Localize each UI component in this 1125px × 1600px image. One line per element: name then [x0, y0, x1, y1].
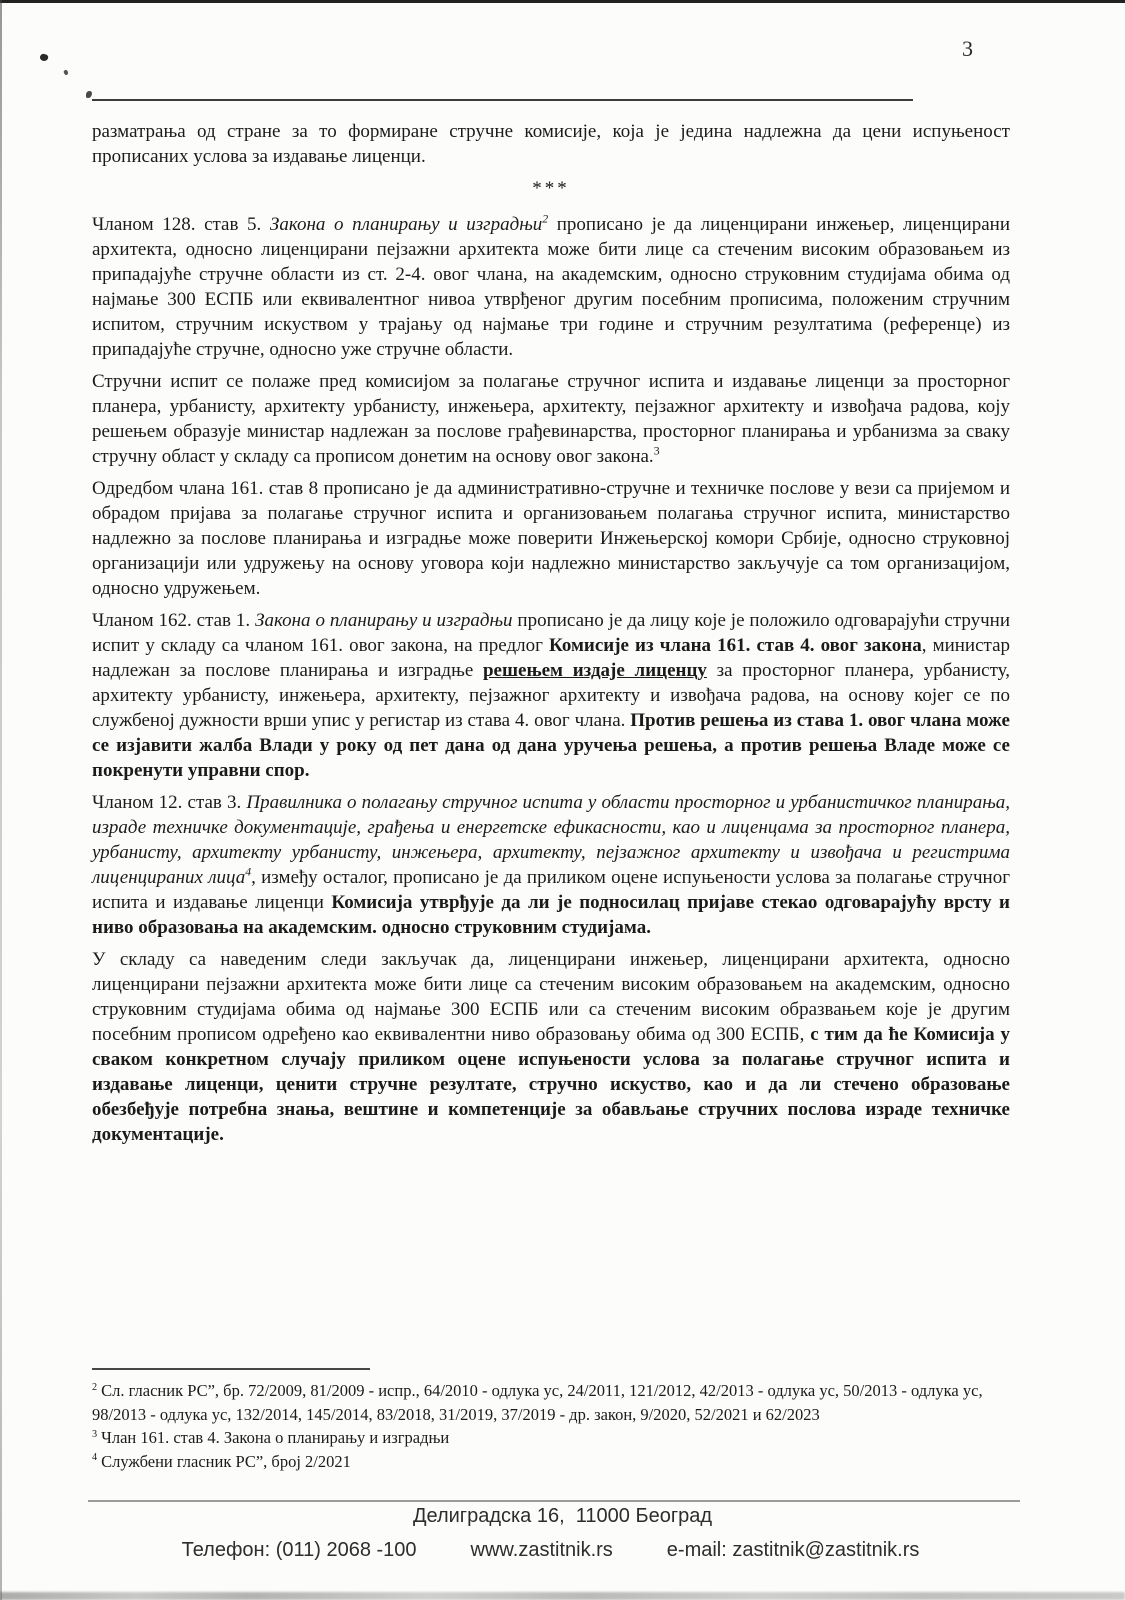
ink-speck: [86, 91, 92, 98]
paragraph-clan-161: [92, 476, 1010, 601]
text-run: разматрања од стране за то формиране стручне комисије, која је једина надлежна да цени испуњеност прописаних услова за издавање лиценци.: [92, 121, 1010, 167]
text-run: Стручни испит се полаже пред комисијом за полагање стручног испита и издавање лиценци за просторног планера, урбанисту, архитекту урбанисту, инжењера, архитекту, пејзажног архитекту и извођача радова, коју решењем образује министар надлежан за послове грађевинарства, просторног планирања и урбанизма за сваку стручну област у складу са прописом донетим на основу овог закона.: [92, 371, 1010, 467]
text-run: Против решења из става 1. овог члана може се изјавити жалба Влади у року од пет дана од дана уручења решења, а против решења Владе може се покренути управни спор.: [92, 710, 1010, 781]
text-run: , министар надлежан за послове планирања и изградње: [92, 635, 1011, 681]
footer-address: Делиградска 16, 11000 Београд: [412, 1505, 713, 1527]
text-run: Чланом 12. став 3.: [92, 792, 247, 813]
footnote-number: 4: [92, 1452, 98, 1463]
text-run: Правилника о полагању стручног испита у области просторног и урбанистичког планирања, израде техничке документације, грађења и енергетске ефикасности, као и лиценцама за просторног планера, урбанисту, архитекту урбанисту, инжењера, архитекту, пејзажног архитекту и извођача и регистрима лиценцираних лица: [92, 792, 1011, 888]
text-run: за просторног планера, урбанисту, архитекту урбанисту, инжењера, архитекту, пејзажног архитекту и извођача радова, на основу којег се по службеној дужности врши упис у регистар из става 4. овог члана.: [92, 660, 1010, 731]
scan-top-edge: [0, 0, 1125, 3]
paragraph-clan-162: [92, 608, 1010, 783]
text-run: Закона о планирању и изградњи: [255, 610, 513, 631]
footnote-separator-rule: [92, 1368, 370, 1370]
footer-rule: [88, 1500, 1020, 1502]
text-run: Комисије из члана 161. став 4. овог закона: [548, 635, 922, 656]
footer-email: e-mail: zastitnik@zastitnik.rs: [666, 1539, 920, 1561]
text-run: Чланом 162. став 1.: [92, 610, 256, 631]
footnote-4: [92, 1450, 1027, 1474]
text-run: Одредбом члана 161. став 8 прописано је да административно-стручне и техничке послове у вези са пријемом и обрадом пријава за полагање стручног испита и организовањем полагања стручног испита, министарство надлежно за послове планирања и изградње може поверити Инжењерској комори Србије, односно струковној организацији или удружењу на основу уговора који надлежно министарство закључује са том организацијом, односно удружењем.: [92, 478, 1010, 599]
text-run: с тим да ће Комисија у сваком конкретном случају приликом оцене испуњености услова за полагање стручног испита и издавање лиценци, ценити стручне резултате, стручно искуство, као и да ли стечено образовање обезбеђује потребна знања, вештине и компетенције за обављање стручних послова израде техничке документације.: [92, 1024, 1010, 1145]
footnote-text: Службени гласник РС”, број 2/2021: [101, 1451, 351, 1471]
footer-contacts: [0, 1539, 1125, 1562]
document-body: [92, 119, 1010, 1154]
paragraph-zakljucak: [92, 947, 1010, 1147]
footnote-text: Члан 161. став 4. Закона о планирању и изградњи: [101, 1428, 450, 1447]
footer-phone: Телефон: (011) 2068 -100: [181, 1539, 417, 1561]
ink-speck: [63, 69, 69, 75]
footnotes-section: [92, 1368, 1027, 1473]
footnote-3: [92, 1426, 1027, 1450]
paragraph-clan-128: [92, 212, 1010, 362]
stars-separator: ***: [532, 178, 570, 199]
ink-speck: [39, 53, 49, 62]
footnote-text: Сл. гласник РС”, бр. 72/2009, 81/2009 - испр., 64/2010 - одлука ус, 24/2011, 121/2012, 42/2013 - одлука ус, 50/2013 - одлука ус, 98/2013 - одлука ус, 132/2014, 145/2014, 83/2018, 31/2019, 37/2019 - др. закон, 9/2020, 52/2021 и 62/2023: [92, 1381, 983, 1424]
text-run: Чланом 128. став 5.: [92, 214, 270, 235]
text-run: прописано је да лиценцирани инжењер, лиценцирани архитекта, односно лиценцирани пејзажни архитекта може бити лице са стеченим високим образовањем из припадајуће стручне области из ст. 2-4. овог члана, на академским, односно струковним студијама обима од најмање 300 ЕСПБ или еквивалентног нивоа утврђеног другим посебним прописима, положеним стручним испитом, стручним искуством у трајању од најмање три године и стручним резултатима (референце) из припадајуће стручне, односно уже стручне области.: [92, 214, 1010, 360]
text-run: решењем издаје лиценцу: [482, 660, 707, 681]
scan-left-edge: [0, 0, 2, 1600]
text-run: 4: [245, 865, 252, 879]
scan-bottom-smudge: [0, 1592, 1125, 1600]
paragraph-intro: [92, 119, 1010, 169]
text-run: 2: [542, 212, 549, 226]
page-number: 3: [962, 36, 973, 61]
text-run: Комисија утврђује да ли је подносилац пријаве стекао одговарајућу врсту и ниво образовања на академским. односно струковним студијама.: [92, 892, 1010, 938]
text-run: прописано је да лицу које је положило одговарајући стручни испит у складу са чланом 161. овог закона, на предлог: [92, 610, 1010, 656]
footnote-number: 3: [92, 1428, 98, 1440]
paragraph-clan-12: [92, 790, 1010, 940]
header-rule: [92, 99, 913, 101]
footnote-number: 2: [92, 1381, 98, 1393]
footer-website: www.zastitnik.rs: [470, 1539, 613, 1561]
text-run: Закона о планирању и изградњи: [269, 214, 543, 235]
text-run: У складу са наведеним следи закључак да, лиценцирани инжењер, лиценцирани архитекта, односно лиценцирани пејзажни архитекта може бити лице са стеченим високим образовањем на академским, односно струковним студијама обима од најмање 300 ЕСПБ или са стеченим високим образвањем које је другим посебним прописом одређено као еквивалентни ниво образовању обима од 300 ЕСПБ,: [92, 949, 1010, 1045]
text-run: , између осталог, прописано је да приликом оцене испуњености услова за полагање стручног испита и издавање лиценци: [92, 867, 1010, 913]
footnote-2: [92, 1379, 1027, 1426]
footnotes-list: [92, 1379, 1027, 1473]
text-run: 3: [653, 444, 660, 458]
paragraph-strucni-ispit: [92, 369, 1010, 469]
